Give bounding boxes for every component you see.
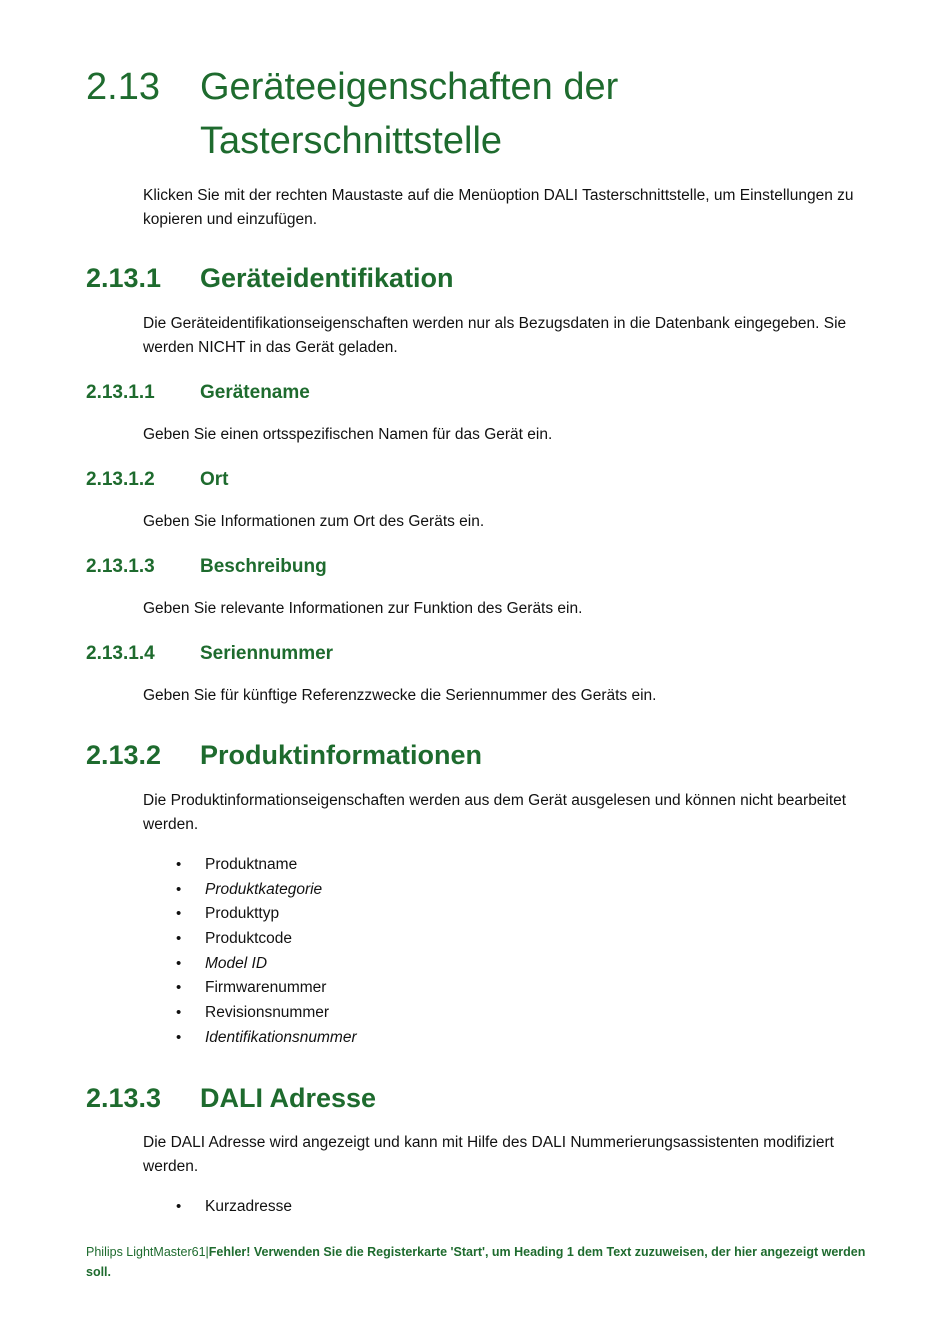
bullet: • [176, 979, 182, 997]
list-item [143, 902, 743, 927]
bullet: • [176, 856, 182, 873]
subheading-number: 2.13.1.3 [86, 556, 155, 577]
subheading-title: Seriennummer [200, 643, 334, 664]
list-item [143, 1195, 743, 1220]
section-number: 2.13 [86, 66, 160, 108]
description-text: Geben Sie relevante Informationen zur Funktion des Geräts ein. [143, 600, 583, 617]
subheading-title: Gerätename [200, 382, 310, 403]
product-info-list [143, 853, 743, 1051]
bullet: • [176, 1028, 182, 1046]
heading-number: 2.13.1 [86, 263, 162, 293]
bullet: • [176, 905, 182, 923]
device-name-text: Geben Sie einen ortsspezifischen Namen für das Gerät ein. [143, 426, 553, 443]
list-item [143, 878, 743, 903]
list-item-label: Produktname [205, 856, 298, 873]
section-title: Geräteeigenschaften der Tasterschnittstelle [200, 66, 619, 162]
list-item-label: Identifikationsnummer [205, 1028, 357, 1046]
heading-number: 2.13.3 [86, 1083, 162, 1113]
list-item-label: Produkttyp [205, 905, 280, 923]
footer-field-error: Fehler! Verwenden Sie die Registerkarte 'Start', um Heading 1 dem Text zuzuweisen, der hier angezeigt werden soll. [86, 1245, 866, 1279]
heading-number: 2.13.2 [86, 740, 162, 770]
bullet: • [176, 954, 182, 972]
bullet: • [176, 880, 182, 898]
bullet: • [176, 1198, 182, 1215]
heading-title: DALI Adresse [200, 1083, 377, 1113]
identification-text: Die Geräteidentifikationseigenschaften werden nur als Bezugsdaten in die Datenbank eingegeben. Sie werden NICHT in das Gerät geladen. [143, 315, 847, 356]
subheading-title: Ort [200, 469, 229, 490]
list-item [143, 927, 743, 952]
list-item [143, 1026, 743, 1051]
bullet: • [176, 930, 182, 948]
serial-number-text: Geben Sie für künftige Referenzzwecke die Seriennummer des Geräts ein. [143, 687, 657, 704]
subheading-number: 2.13.1.2 [86, 469, 155, 490]
dali-address-text: Die DALI Adresse wird angezeigt und kann mit Hilfe des DALI Nummerierungsassistenten modifiziert werden. [143, 1134, 834, 1175]
location-text: Geben Sie Informationen zum Ort des Geräts ein. [143, 513, 485, 530]
list-item [143, 952, 743, 977]
footer-document-name: Philips LightMaster6 [86, 1245, 199, 1259]
heading-title: Produktinformationen [200, 740, 482, 770]
subheading-title: Beschreibung [200, 556, 327, 577]
list-item-label: Produktcode [205, 930, 293, 948]
list-item [143, 976, 743, 1001]
dali-address-list [143, 1195, 743, 1220]
footer-page-number: 1 [198, 1245, 206, 1259]
page-footer [86, 1242, 866, 1282]
product-info-text: Die Produktinformationseigenschaften werden aus dem Gerät ausgelesen und können nicht bearbeitet werden. [143, 792, 847, 833]
list-item [143, 1001, 743, 1026]
list-item-label: Firmwarenummer [205, 979, 327, 997]
list-item [143, 853, 743, 878]
bullet: • [176, 1004, 182, 1022]
subheading-number: 2.13.1.4 [86, 643, 155, 664]
list-item-label: Produktkategorie [205, 880, 323, 898]
section-intro: Klicken Sie mit der rechten Maustaste auf die Menüoption DALI Tasterschnittstelle, um Einstellungen zu kopieren und einzufügen. [143, 187, 854, 228]
list-item-label: Model ID [205, 954, 268, 972]
list-item-label: Revisionsnummer [205, 1004, 330, 1022]
subheading-number: 2.13.1.1 [86, 382, 155, 403]
list-item-label: Kurzadresse [205, 1198, 293, 1215]
heading-title: Geräteidentifikation [200, 263, 454, 293]
footer-separator: | [205, 1245, 209, 1259]
